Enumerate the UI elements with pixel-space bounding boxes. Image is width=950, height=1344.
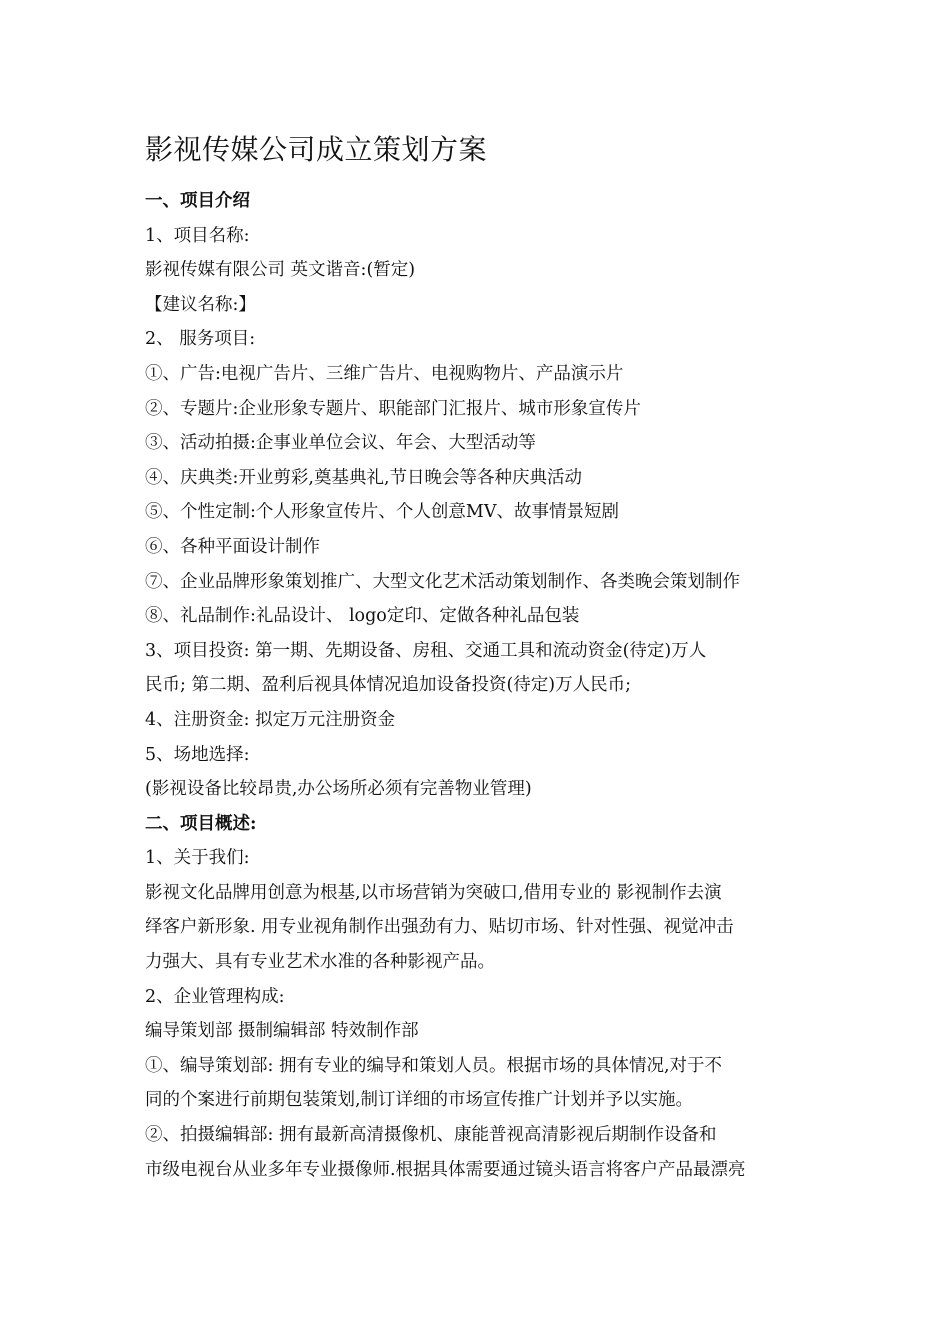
paragraph-line: 2、企业管理构成: [145, 986, 285, 1007]
service-item: ⑦、企业品牌形象策划推广、大型文化艺术活动策划制作、各类晚会策划制作 [145, 571, 740, 592]
paragraph-line: 1、项目名称: [145, 225, 250, 246]
paragraph-line: 2、 服务项目: [145, 329, 256, 350]
paragraph-line: 影视文化品牌用创意为根基,以市场营销为突破口,借用专业的 影视制作去演 [145, 882, 722, 903]
paragraph-line: 力强大、具有专业艺术水准的各种影视产品。 [145, 952, 495, 973]
section-heading-project-overview: 二、项目概述: [145, 813, 257, 834]
service-item: ②、专题片:企业形象专题片、职能部门汇报片、城市形象宣传片 [145, 398, 641, 419]
paragraph-line: 影视传媒有限公司 英文谐音:(暂定) [145, 260, 416, 281]
paragraph-line: 民币; 第二期、盈利后视具体情况追加设备投资(待定)万人民币; [145, 675, 632, 696]
service-item: ⑤、个性定制:个人形象宣传片、个人创意MV、故事情景短剧 [145, 502, 619, 523]
paragraph-line: ①、编导策划部: 拥有专业的编导和策划人员。根据市场的具体情况,对于不 [145, 1055, 723, 1076]
paragraph-line: 市级电视台从业多年专业摄像师.根据具体需要通过镜头语言将客户产品最漂亮 [145, 1159, 746, 1180]
paragraph-line: 绎客户新形象. 用专业视角制作出强劲有力、贴切市场、针对性强、视觉冲击 [145, 917, 734, 938]
paragraph-line: 5、场地选择: [145, 744, 250, 765]
document-page [145, 128, 810, 1187]
section-heading-project-intro: 一、项目介绍 [145, 191, 250, 211]
paragraph-line: 同的个案进行前期包装策划,制订详细的市场宣传推广计划并予以实施。 [145, 1090, 694, 1111]
service-item: ④、庆典类:开业剪彩,奠基典礼,节日晚会等各种庆典活动 [145, 467, 583, 488]
paragraph-line: 【建议名称:】 [145, 294, 256, 315]
service-item: ⑧、礼品制作:礼品设计、 logo定印、定做各种礼品包装 [145, 606, 580, 627]
paragraph-line: 1、关于我们: [145, 848, 250, 869]
document-title: 影视传媒公司成立策划方案 [145, 133, 488, 166]
paragraph-line: (影视设备比较昂贵,办公场所必须有完善物业管理) [145, 779, 532, 800]
paragraph-line: 4、注册资金: 拟定万元注册资金 [145, 709, 396, 730]
service-item: ⑥、各种平面设计制作 [145, 536, 320, 557]
paragraph-line: 3、项目投资: 第一期、先期设备、房租、交通工具和流动资金(待定)万人 [145, 640, 707, 661]
paragraph-line: 编导策划部 摄制编辑部 特效制作部 [145, 1021, 419, 1042]
paragraph-line: ②、拍摄编辑部: 拥有最新高清摄像机、康能普视高清影视后期制作设备和 [145, 1125, 717, 1146]
service-item: ①、广告:电视广告片、三维广告片、电视购物片、产品演示片 [145, 363, 624, 384]
service-item: ③、活动拍摄:企事业单位会议、年会、大型活动等 [145, 433, 536, 454]
